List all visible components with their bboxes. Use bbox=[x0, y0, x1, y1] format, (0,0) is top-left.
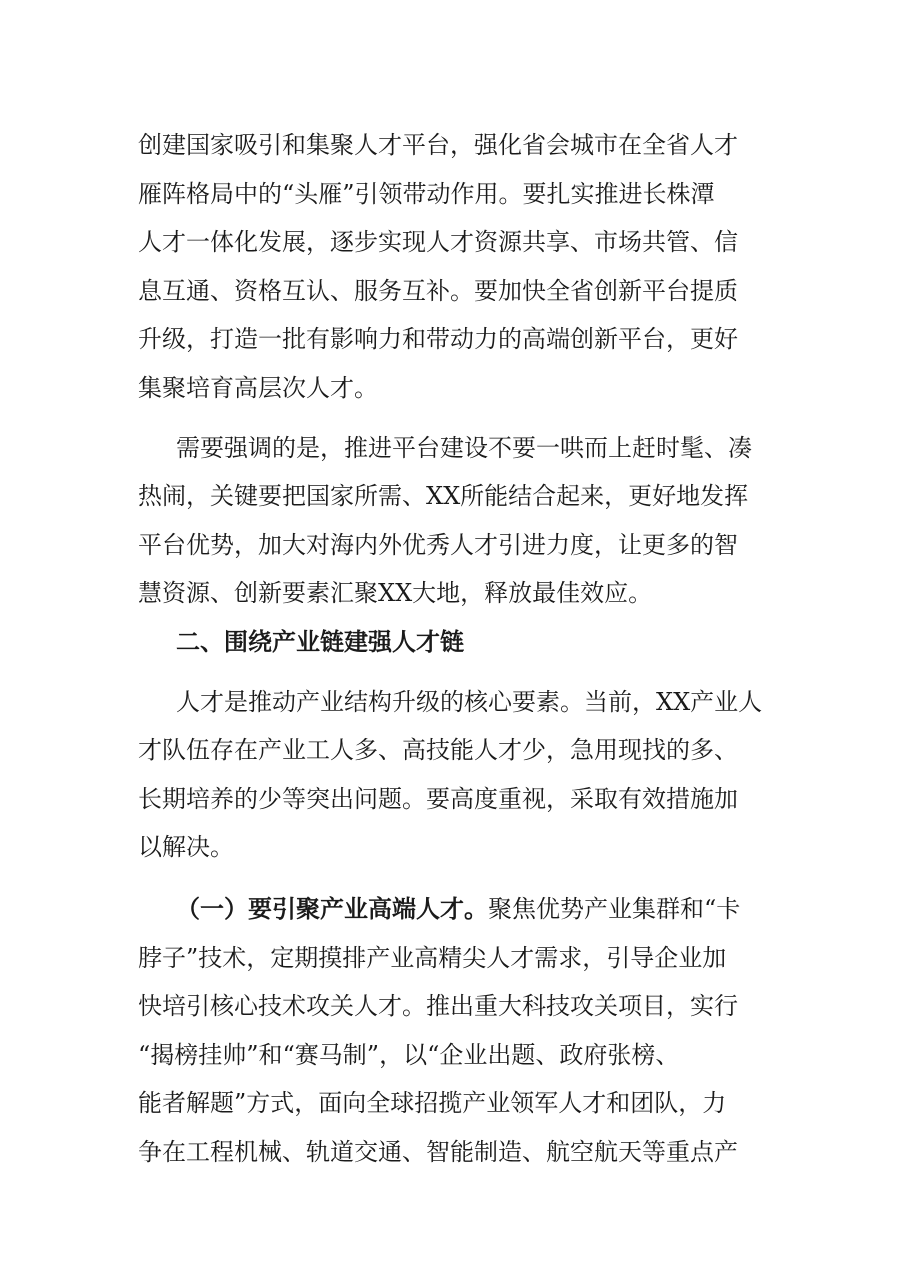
subsection-lead: （一）要引聚产业高端人才。 bbox=[176, 894, 488, 923]
text-fragment: 聚焦优势产业集群和“卡 bbox=[488, 894, 741, 923]
document-body bbox=[138, 121, 778, 1176]
text-line: 脖子”技术，定期摸排产业高精尖人才需求，引导企业加 bbox=[138, 943, 727, 972]
text-line: 争在工程机械、轨道交通、智能制造、航空航天等重点产 bbox=[138, 1137, 738, 1166]
text-line: 升级，打造一批有影响力和带动力的高端创新平台，更好 bbox=[138, 325, 738, 354]
paragraph-high-end-talent bbox=[138, 885, 778, 1177]
text-line: 热闹，关键要把国家所需、XX所能结合起来，更好地发挥 bbox=[138, 482, 749, 511]
text-line: “揭榜挂帅”和“赛马制”，以“企业出题、政府张榜、 bbox=[138, 1040, 680, 1069]
section-heading-2: 二、围绕产业链建强人才链 bbox=[176, 627, 464, 656]
text-line: 创建国家吸引和集聚人才平台，强化省会城市在全省人才 bbox=[138, 131, 738, 159]
text-line: 雁阵格局中的“头雁”引领带动作用。要扎实推进长株潭 bbox=[138, 179, 715, 208]
text-line-with-lead bbox=[138, 885, 778, 934]
text-line: 集聚培育高层次人才。 bbox=[138, 373, 378, 402]
text-line: 人才一体化发展，逐步实现人才资源共享、市场共管、信 bbox=[138, 228, 738, 257]
text-line: 以解决。 bbox=[138, 833, 234, 862]
text-line: 平台优势，加大对海内外优秀人才引进力度，让更多的智 bbox=[138, 530, 738, 559]
paragraph-platform-emphasis bbox=[138, 424, 778, 618]
text-line: 快培引核心技术攻关人才。推出重大科技攻关项目，实行 bbox=[138, 992, 738, 1021]
text-line: 慧资源、创新要素汇聚XX大地，释放最佳效应。 bbox=[138, 579, 653, 608]
text-line: 需要强调的是，推进平台建设不要一哄而上赶时髦、凑 bbox=[176, 433, 752, 462]
text-line: 长期培养的少等突出问题。要高度重视，采取有效措施加 bbox=[138, 784, 738, 813]
text-line: 息互通、资格互认、服务互补。要加快全省创新平台提质 bbox=[138, 276, 738, 305]
text-line: 才队伍存在产业工人多、高技能人才少，急用现找的多、 bbox=[138, 736, 738, 765]
text-line: 能者解题”方式，面向全球招揽产业领军人才和团队，力 bbox=[138, 1089, 727, 1118]
text-line: 人才是推动产业结构升级的核心要素。当前，XX产业人 bbox=[176, 687, 763, 716]
paragraph-industry-talent bbox=[138, 678, 778, 872]
paragraph-talent-platform bbox=[138, 121, 778, 413]
